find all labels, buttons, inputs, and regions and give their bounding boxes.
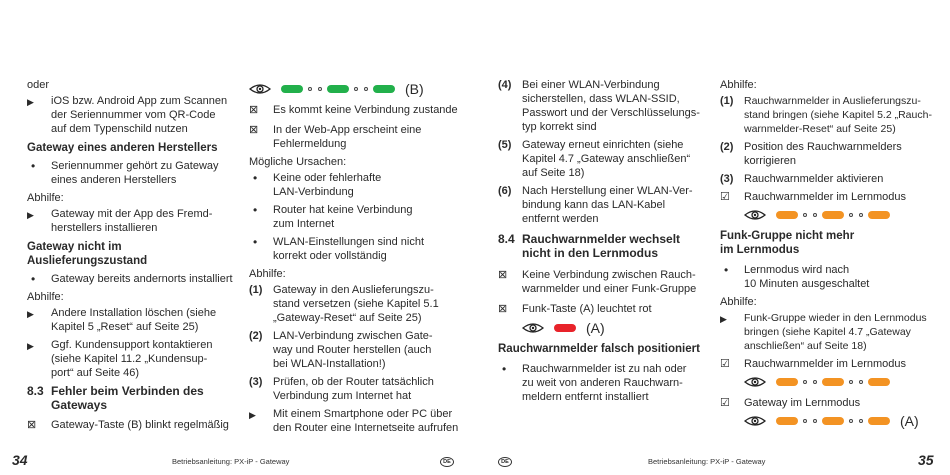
right-column-2 [720,78,935,435]
dot-icon [318,87,322,91]
dot-icon [849,380,853,384]
bullet-icon: • [253,203,258,217]
led-label: (B) [405,81,424,97]
numbered-step [720,140,935,168]
orange-led-icon [776,378,798,386]
fix-line: Funk-Gruppe wieder in den Lernmodus [744,312,927,324]
section-heading-8-3 [27,384,239,412]
led-indicator-gateway-learn [744,413,935,429]
fix-line: Kapitel 5 „Reset“ auf Seite 25) [51,321,199,333]
step-number: (5) [498,139,512,151]
orange-led-icon [822,211,844,219]
step-line: entfernt werden [522,213,599,225]
step-number: (3) [720,173,734,185]
eye-icon [522,321,544,335]
led-indicator-learn [744,207,935,223]
heading-line: Funk-Gruppe nicht mehr [720,230,855,242]
symptom-line: Es kommt keine Verbindung zustande [273,104,458,116]
fix-step [27,306,239,334]
section-number: 8.3 [27,384,44,398]
dot-icon [803,419,807,423]
step-line: stand bringen (siehe Kapitel 5.2 „Rauch- [744,109,932,121]
triangle-bullet-icon: ▶ [27,341,34,351]
dot-icon [354,87,358,91]
heading-not-delivery-state: Gateway nicht im Auslieferungszustand [27,241,148,267]
cause-line: zum Internet [273,218,335,230]
symptom [249,103,459,117]
cause-line: Seriennummer gehört zu Gateway [51,160,219,172]
cross-box-icon: ⊠ [498,269,508,281]
red-led-icon [554,324,576,332]
symptom [498,268,708,296]
orange-led-icon [868,378,890,386]
fix-line: Gateway mit der App des Fremd- [51,208,213,220]
app-step [27,94,239,136]
numbered-step [498,138,708,180]
step-line: typ korrekt sind [522,121,597,133]
dot-icon [364,87,368,91]
fix-step [720,311,935,353]
check-result [720,357,935,371]
step-number: (2) [249,330,263,342]
check-line: Gateway im Lernmodus [744,397,861,409]
step-line: LAN-Verbindung zwischen Gate- [273,330,433,342]
section-title-line: Fehler beim Verbinden des [51,384,204,398]
check-box-icon: ☑ [720,397,730,409]
step-line: Position des Rauchwarnmelders [744,141,902,153]
symptom-line: Gateway-Taste (B) blinkt regelmäßig [51,419,229,431]
oder-text: oder [27,79,50,91]
page-number-right: 35 [918,452,934,468]
section-heading-8-4 [498,232,708,260]
led-indicator-funk [522,320,708,336]
cause-line: Gateway bereits andernorts installiert [51,273,233,285]
check-box-icon: ☑ [720,358,730,370]
section-title-line: Rauchwarnmelder wechselt [522,232,681,246]
eye-icon [744,375,766,389]
triangle-bullet-icon: ▶ [27,210,34,220]
app-step-line: iOS bzw. Android App zum Scannen [51,95,228,107]
orange-led-icon [868,211,890,219]
cause-line: korrekt oder vollständig [273,250,387,262]
step-line: auf Seite 18) [522,167,585,179]
bullet-icon: • [724,263,729,277]
section-title-line: Gateways [51,398,108,412]
step-line: Mit einem Smartphone oder PC über [273,408,453,420]
numbered-step [720,94,935,136]
check-line: Rauchwarnmelder im Lernmodus [744,358,907,370]
step-line: stand versetzen (siehe Kapitel 5.1 [273,298,439,310]
abhilfe-label: Abhilfe: [720,79,757,91]
cause-line: Router hat keine Verbindung [273,204,413,216]
heading-group-not-learning [720,229,935,257]
fix-line: (siehe Kapitel 11.2 „Kundensup- [51,353,208,365]
dot-icon [308,87,312,91]
cause-line: meldern entfernt installiert [522,391,649,403]
step-number: (4) [498,79,512,91]
step-line: sicherstellen, dass WLAN-SSID, [522,93,680,105]
numbered-step [249,329,459,371]
sub-step [249,407,459,435]
heading-wrong-position: Rauchwarnmelder falsch positioniert [498,343,700,355]
symptom [249,123,459,151]
orange-led-icon [868,417,890,425]
triangle-bullet-icon: ▶ [27,309,34,319]
footer-right: Betriebsanleitung: PX-iP - Gateway [648,457,766,466]
eye-icon [249,82,271,96]
cause-item [249,171,459,199]
dot-icon [813,419,817,423]
green-led-icon [281,85,303,93]
cause-item [720,263,935,291]
eye-icon [744,208,766,222]
footer-left: Betriebsanleitung: PX-iP - Gateway [172,457,290,466]
step-line: Bei einer WLAN-Verbindung [522,79,660,91]
app-step-line: der Seriennummer vom QR-Code [51,109,216,121]
step-number: (1) [249,284,263,296]
cross-box-icon: ⊠ [27,419,37,431]
cause-item [249,203,459,231]
dot-icon [813,213,817,217]
check-result [720,190,935,204]
step-number: (1) [720,95,734,107]
abhilfe-label: Abhilfe: [249,268,286,280]
cross-box-icon: ⊠ [498,303,508,315]
step-line: den Router eine Internetseite aufrufen [273,422,459,434]
dot-icon [813,380,817,384]
green-led-icon [327,85,349,93]
green-led-icon [373,85,395,93]
orange-led-icon [822,417,844,425]
numbered-step [498,184,708,226]
step-number: (6) [498,185,512,197]
step-line: Rauchwarnmelder aktivieren [744,173,884,185]
cause-line: Keine oder fehlerhafte [273,172,382,184]
step-line: Kapitel 4.7 „Gateway anschließen“ [522,153,691,165]
triangle-bullet-icon: ▶ [27,97,34,107]
numbered-step [249,283,459,325]
abhilfe-label: Abhilfe: [720,296,757,308]
step-number: (2) [720,141,734,153]
language-badge-icon: DE [440,457,454,467]
symptom [27,418,239,432]
symptom [498,302,708,316]
fix-line: Ggf. Kundensupport kontaktieren [51,339,213,351]
step-line: way und Router herstellen (auch [273,344,432,356]
dot-icon [803,380,807,384]
symptom-line: Funk-Taste (A) leuchtet rot [522,303,652,315]
orange-led-icon [776,417,798,425]
step-line: Verbindung zum Internet hat [273,390,412,402]
numbered-step [249,375,459,403]
symptom-line: warnmelder und einer Funk-Gruppe [522,283,697,295]
bullet-icon: • [502,362,507,376]
cause-line: zu weit von anderen Rauchwarn- [522,377,683,389]
cross-box-icon: ⊠ [249,104,259,116]
section-number: 8.4 [498,232,515,246]
cause-line: 10 Minuten ausgeschaltet [744,278,870,290]
orange-led-icon [776,211,798,219]
bullet-icon: • [31,159,36,173]
abhilfe-label: Abhilfe: [27,192,64,204]
symptom-line: Fehlermeldung [273,138,347,150]
language-badge-icon: DE [498,457,512,467]
dot-icon [849,213,853,217]
step-line: Nach Herstellung einer WLAN-Ver- [522,185,693,197]
step-line: „Gateway-Reset“ auf Seite 25) [273,312,422,324]
cause-line: LAN-Verbindung [273,186,354,198]
cross-box-icon: ⊠ [249,124,259,136]
step-line: korrigieren [744,155,796,167]
orange-led-icon [822,378,844,386]
led-indicator-gateway [249,81,459,97]
eye-icon [744,414,766,428]
other-cause [27,159,239,187]
fix-line: Andere Installation löschen (siehe [51,307,217,319]
causes-label: Mögliche Ursachen: [249,156,347,168]
step-number: (3) [249,376,263,388]
step-line: Gateway in den Auslieferungszu- [273,284,434,296]
cause-item [249,235,459,263]
step-line: bei WLAN-Installation!) [273,358,386,370]
fix-line: port“ auf Seite 46) [51,367,140,379]
led-label: (A) [900,413,919,429]
led-label: (A) [586,320,605,336]
check-result [720,396,935,410]
numbered-step [498,78,708,134]
right-column-1 [498,78,708,408]
abhilfe-label: Abhilfe: [27,291,64,303]
check-line: Rauchwarnmelder im Lernmodus [744,191,907,203]
cause-line: WLAN-Einstellungen sind nicht [273,236,425,248]
step-line: bindung kann das LAN-Kabel [522,199,666,211]
led-indicator-learn-2 [744,374,935,390]
page-number-left: 34 [12,452,28,468]
step-line: Rauchwarnmelder in Auslieferungszu- [744,95,921,107]
heading-other-manufacturer: Gateway eines anderen Herstellers [27,142,218,154]
cause-line: Lernmodus wird nach [744,264,850,276]
fix-line: bringen (siehe Kapitel 4.7 „Gateway [744,326,911,338]
fix-step [27,338,239,380]
triangle-bullet-icon: ▶ [249,410,256,420]
check-box-icon: ☑ [720,191,730,203]
notdel-cause [27,272,239,286]
cause-line: Rauchwarnmelder ist zu nah oder [522,363,687,375]
cause-item [498,362,708,404]
step-line: Prüfen, ob der Router tatsächlich [273,376,434,388]
app-step-line: auf dem Typenschild nutzen [51,123,188,135]
numbered-step [720,172,935,186]
section-title-line: nicht in den Lernmodus [522,246,659,260]
step-line: Passwort und der Verschlüsselungs- [522,107,700,119]
symptom-line: In der Web-App erscheint eine [273,124,422,136]
bullet-icon: • [31,272,36,286]
bullet-icon: • [253,171,258,185]
step-line: Gateway erneut einrichten (siehe [522,139,684,151]
dot-icon [849,419,853,423]
heading-line: im Lernmodus [720,244,800,256]
symptom-line: Keine Verbindung zwischen Rauch- [522,269,696,281]
fix-step [27,207,239,235]
dot-icon [859,213,863,217]
cause-line: eines anderen Herstellers [51,174,177,186]
bullet-icon: • [253,235,258,249]
dot-icon [859,419,863,423]
left-column-2 [249,78,459,439]
dot-icon [859,380,863,384]
step-line: warnmelder-Reset“ auf Seite 25) [744,123,896,135]
dot-icon [803,213,807,217]
fix-line: herstellers installieren [51,222,158,234]
triangle-bullet-icon: ▶ [720,314,727,324]
left-column-1 [27,78,239,436]
fix-line: anschließen“ auf Seite 18) [744,340,867,352]
